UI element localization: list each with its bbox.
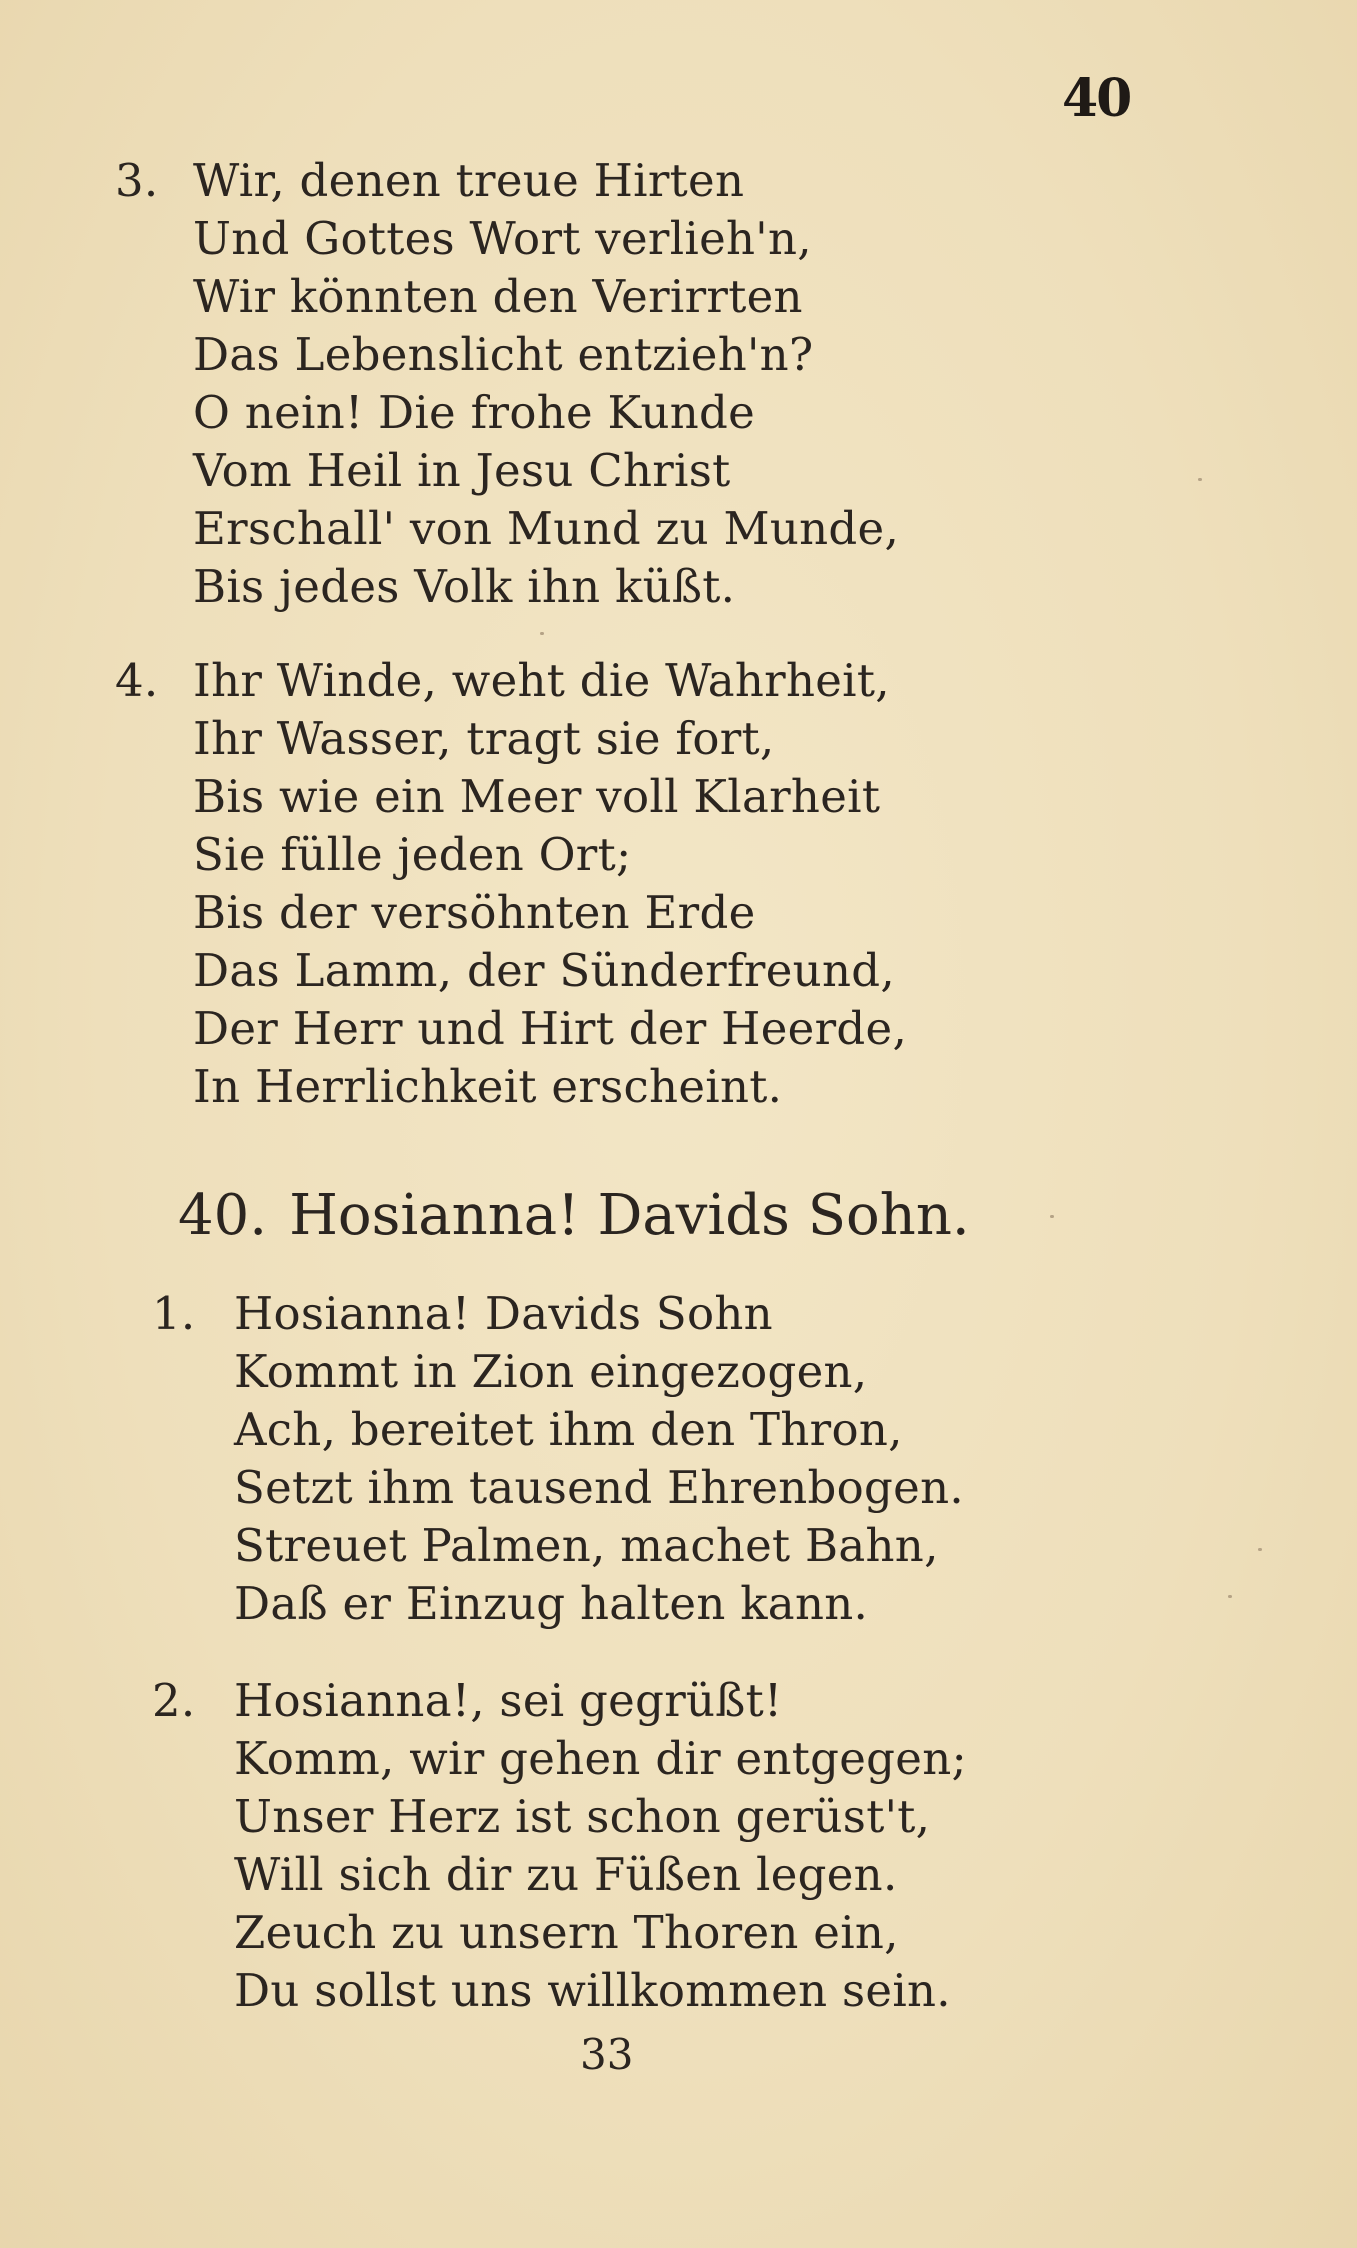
verse-line: Vom Heil in Jesu Christ xyxy=(193,444,731,497)
stanza-number: 1. xyxy=(152,1287,196,1340)
stanza-number: 3. xyxy=(115,154,159,207)
stanza-lines xyxy=(234,1672,967,2020)
page-number: 33 xyxy=(580,2030,634,2079)
hymn-title-text: Hosianna! Davids Sohn. xyxy=(289,1183,970,1248)
stanza-number: 4. xyxy=(115,654,159,707)
verse-line: Wir könnten den Verirrten xyxy=(193,270,803,323)
verse-line: Streuet Palmen, machet Bahn, xyxy=(234,1519,939,1572)
verse-line: Daß er Einzug halten kann. xyxy=(234,1577,869,1630)
speck xyxy=(1198,478,1202,481)
verse-line: Das Lebenslicht entzieh'n? xyxy=(193,328,814,381)
verse-line: Ihr Wasser, tragt sie fort, xyxy=(193,712,775,765)
verse-line: Du sollst uns willkommen sein. xyxy=(234,1964,951,2017)
verse-line: Zeuch zu unsern Thoren ein, xyxy=(234,1906,899,1959)
verse-line: Ach, bereitet ihm den Thron, xyxy=(234,1403,903,1456)
verse-line: Will sich dir zu Füßen legen. xyxy=(234,1848,898,1901)
verse-line: Setzt ihm tausend Ehrenbogen. xyxy=(234,1461,964,1514)
speck xyxy=(1050,1215,1054,1218)
running-hymn-number: 40 xyxy=(1062,68,1131,129)
hymn-title xyxy=(178,1183,970,1248)
verse-line: Komm, wir gehen dir entgegen; xyxy=(234,1732,967,1785)
verse-line: Ihr Winde, weht die Wahrheit, xyxy=(193,654,890,707)
speck xyxy=(1228,1595,1232,1598)
speck xyxy=(1258,1548,1262,1551)
verse-line: Bis der versöhnten Erde xyxy=(193,886,756,939)
verse-line: Und Gottes Wort verlieh'n, xyxy=(193,212,812,265)
speck xyxy=(540,632,544,635)
verse-line: Unser Herz ist schon gerüst't, xyxy=(234,1790,931,1843)
verse-line: In Herrlichkeit erscheint. xyxy=(193,1060,783,1113)
verse-line: O nein! Die frohe Kunde xyxy=(193,386,756,439)
verse-line: Hosianna!, sei gegrüßt! xyxy=(234,1674,783,1727)
stanza-lines xyxy=(193,652,907,1116)
verse-line: Kommt in Zion eingezogen, xyxy=(234,1345,868,1398)
verse-line: Erschall' von Mund zu Munde, xyxy=(193,502,900,555)
stanza-lines xyxy=(193,152,899,616)
stanza-lines xyxy=(234,1285,964,1633)
stanza-number: 2. xyxy=(152,1674,196,1727)
verse-line: Das Lamm, der Sünderfreund, xyxy=(193,944,895,997)
verse-line: Bis wie ein Meer voll Klarheit xyxy=(193,770,881,823)
hymn-title-number: 40. xyxy=(178,1183,268,1248)
verse-line: Wir, denen treue Hirten xyxy=(193,154,745,207)
verse-line: Der Herr und Hirt der Heerde, xyxy=(193,1002,908,1055)
verse-line: Hosianna! Davids Sohn xyxy=(234,1287,773,1340)
verse-line: Sie fülle jeden Ort; xyxy=(193,828,632,881)
verse-line: Bis jedes Volk ihn küßt. xyxy=(193,560,736,613)
